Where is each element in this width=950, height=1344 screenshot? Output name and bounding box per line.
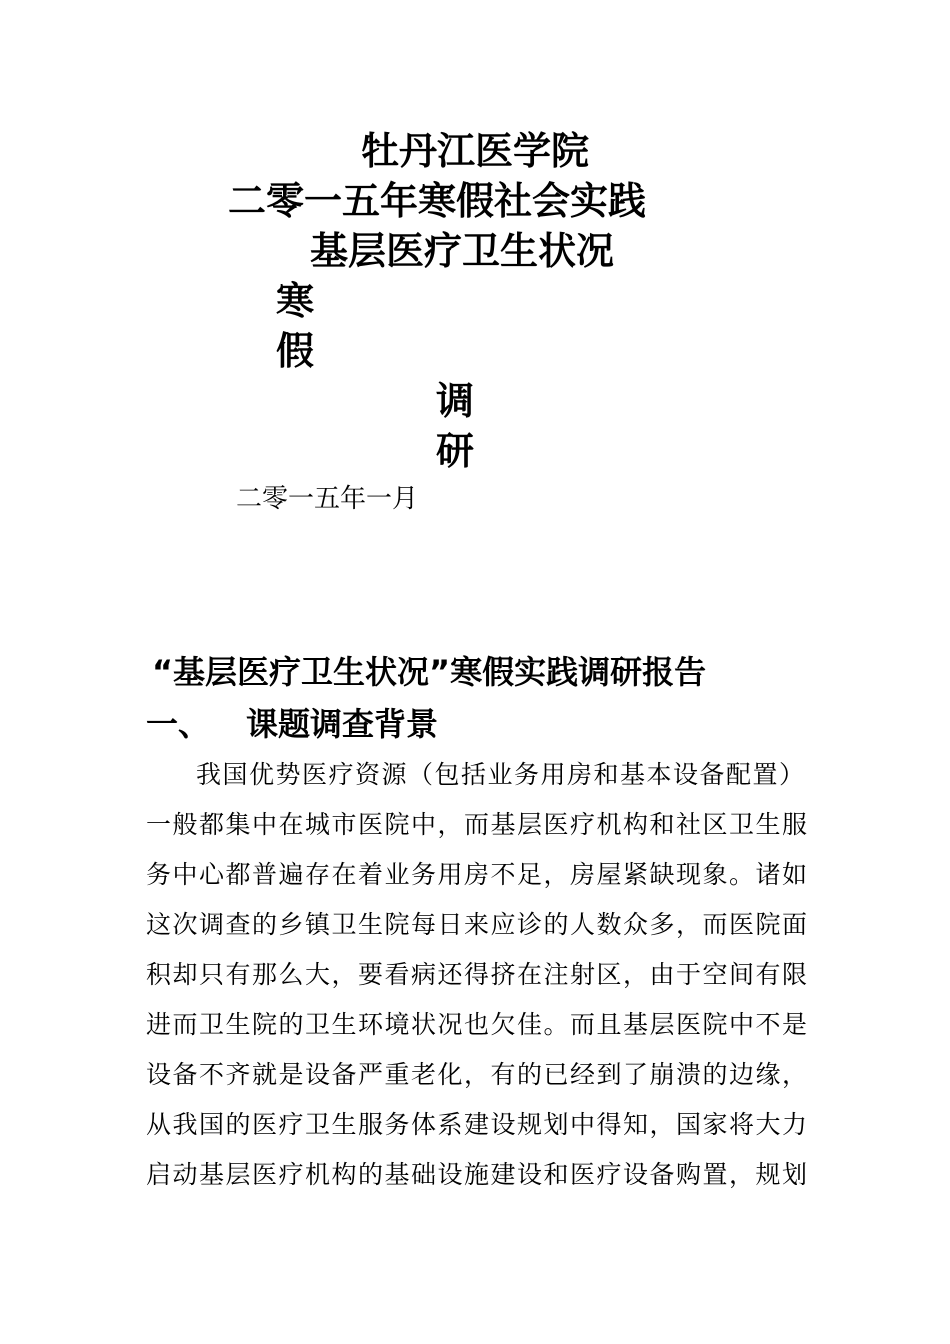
paragraph-line: 务中心都普遍存在着业务用房不足，房屋紧缺现象。诸如 xyxy=(146,860,809,889)
paragraph-line: 积却只有那么大，要看病还得挤在注射区，由于空间有限 xyxy=(146,960,809,989)
section-heading-text: 课题调查背景 xyxy=(246,705,439,743)
cover-school-title: 牡丹江医学院 xyxy=(360,129,589,173)
cover-event-title: 二零一五年寒假社会实践 xyxy=(228,179,647,223)
cover-topic-title: 基层医疗卫生状况 xyxy=(310,229,615,273)
section-number: 一、 xyxy=(146,705,211,743)
paragraph-line: 启动基层医疗机构的基础设施建设和医疗设备购置，规划 xyxy=(146,1160,809,1189)
report-title: “基层医疗卫生状况”寒假实践调研报告 xyxy=(152,653,707,691)
paragraph-line: 我国优势医疗资源（包括业务用房和基本设备配置） xyxy=(196,760,806,789)
cover-vertical-char: 寒 xyxy=(276,279,315,323)
cover-vertical-char: 研 xyxy=(436,429,475,473)
cover-vertical-char: 调 xyxy=(436,379,475,423)
paragraph-line: 一般都集中在城市医院中，而基层医疗机构和社区卫生服 xyxy=(146,810,809,839)
paragraph-line: 进而卫生院的卫生环境状况也欠佳。而且基层医院中不是 xyxy=(146,1010,809,1039)
cover-vertical-char: 假 xyxy=(276,329,315,373)
paragraph-line: 这次调查的乡镇卫生院每日来应诊的人数众多，而医院面 xyxy=(146,910,809,939)
paragraph-line: 设备不齐就是设备严重老化，有的已经到了崩溃的边缘， xyxy=(146,1060,809,1089)
paragraph-line: 从我国的医疗卫生服务体系建设规划中得知，国家将大力 xyxy=(146,1110,809,1139)
cover-date: 二零一五年一月 xyxy=(236,484,419,514)
section-heading xyxy=(146,705,439,743)
